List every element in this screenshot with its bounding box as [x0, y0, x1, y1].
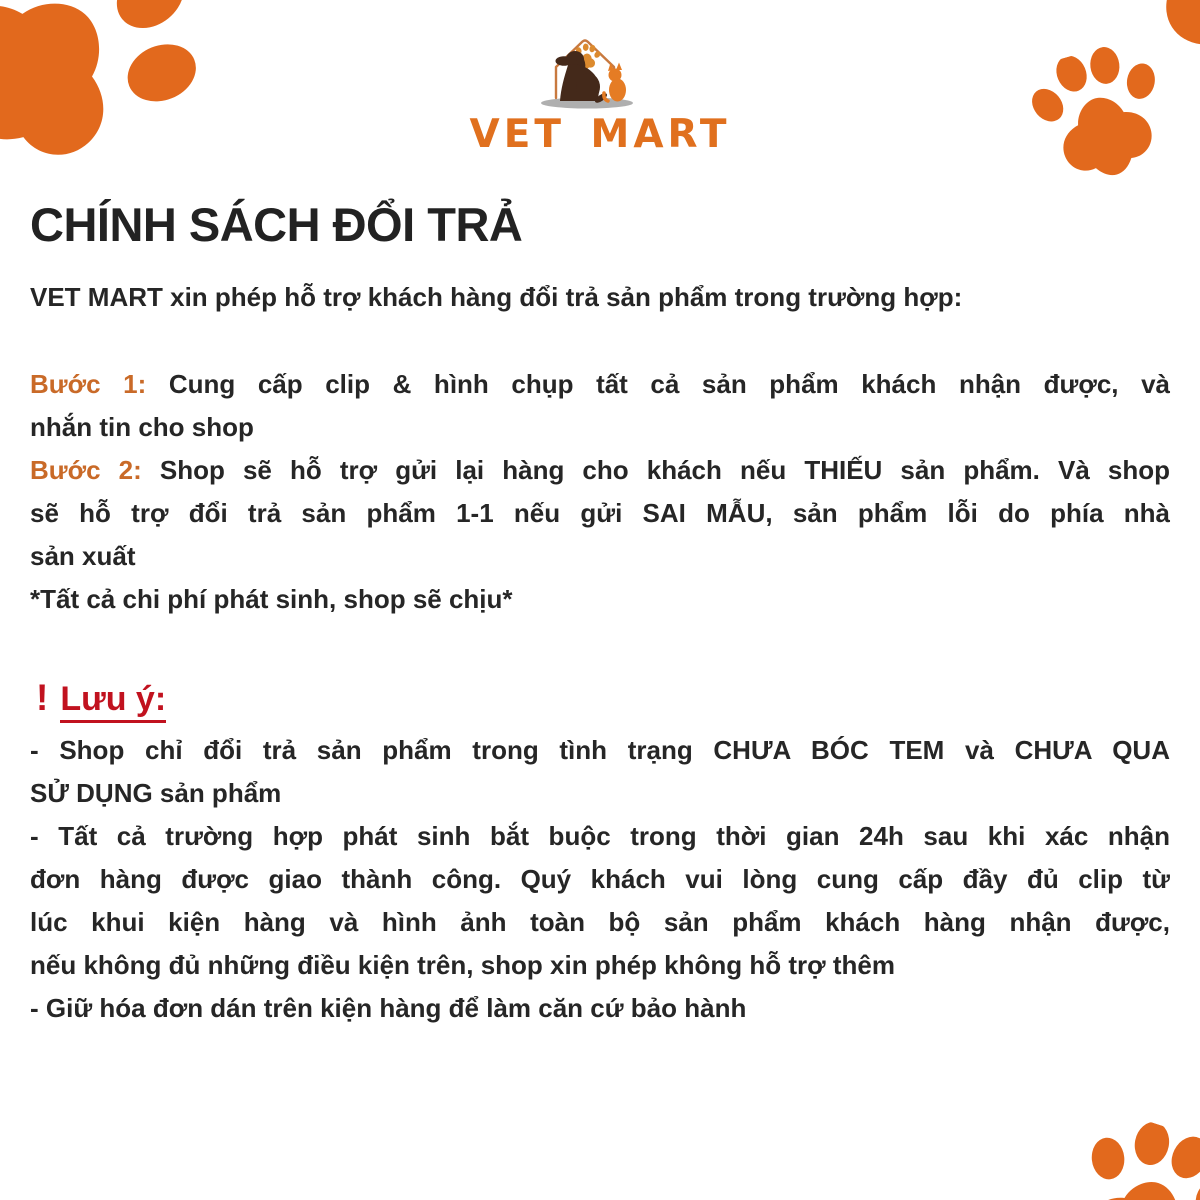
text-line: SỬ DỤNG sản phẩm — [30, 778, 282, 809]
page-title: CHÍNH SÁCH ĐỔI TRẢ — [30, 198, 523, 251]
text-line: Bước 1: Cung cấp clip & hình chụp tất cả sản phẩm khách nhận được, và — [30, 369, 1171, 400]
note-heading: Lưu ý: — [60, 680, 166, 723]
text-line: Bước 2: Shop sẽ hỗ trợ gửi lại hàng cho khách nếu THIẾU sản phẩm. Và shop — [30, 455, 1170, 486]
dog-icon — [556, 51, 609, 104]
exclamation-icon: ! — [36, 677, 49, 719]
policy-content — [0, 199, 1200, 1030]
paw-pad-icon — [1142, 0, 1200, 68]
text-line: - Shop chỉ đổi trả sản phẩm trong tình trạng CHƯA BÓC TEM và CHƯA QUA — [30, 735, 1170, 766]
text-line: sẽ hỗ trợ đổi trả sản phẩm 1-1 nếu gửi SAI MẪU, sản phẩm lỗi do phía nhà — [30, 498, 1170, 529]
note-header — [30, 677, 1170, 723]
text-line: - Tất cả trường hợp phát sinh bắt buộc trong thời gian 24h sau khi xác nhận — [30, 821, 1170, 852]
notes-block — [30, 729, 1170, 1030]
step-label: Bước 2: — [30, 455, 142, 486]
policy-subtitle: VET MART xin phép hỗ trợ khách hàng đổi trả sản phẩm trong trường hợp: — [30, 282, 963, 313]
text-line: nhắn tin cho shop — [30, 412, 254, 443]
brand-name: VET MART — [469, 112, 731, 157]
step-label: Bước 1: — [30, 369, 147, 400]
steps-block — [30, 363, 1170, 621]
text-line: nếu không đủ những điều kiện trên, shop xin phép không hỗ trợ thêm — [30, 950, 895, 981]
text-line: - Giữ hóa đơn dán trên kiện hàng để làm căn cứ bảo hành — [30, 993, 747, 1024]
logo-art — [500, 14, 700, 110]
text-line: *Tất cả chi phí phát sinh, shop sẽ chịu* — [30, 584, 513, 615]
text-line: đơn hàng được giao thành công. Quý khách vui lòng cung cấp đầy đủ clip từ — [30, 864, 1170, 895]
paw-print-icon — [1050, 1106, 1200, 1200]
text-line: sản xuất — [30, 541, 136, 572]
text-line: lúc khui kiện hàng và hình ảnh toàn bộ sản phẩm khách hàng nhận được, — [30, 907, 1170, 938]
